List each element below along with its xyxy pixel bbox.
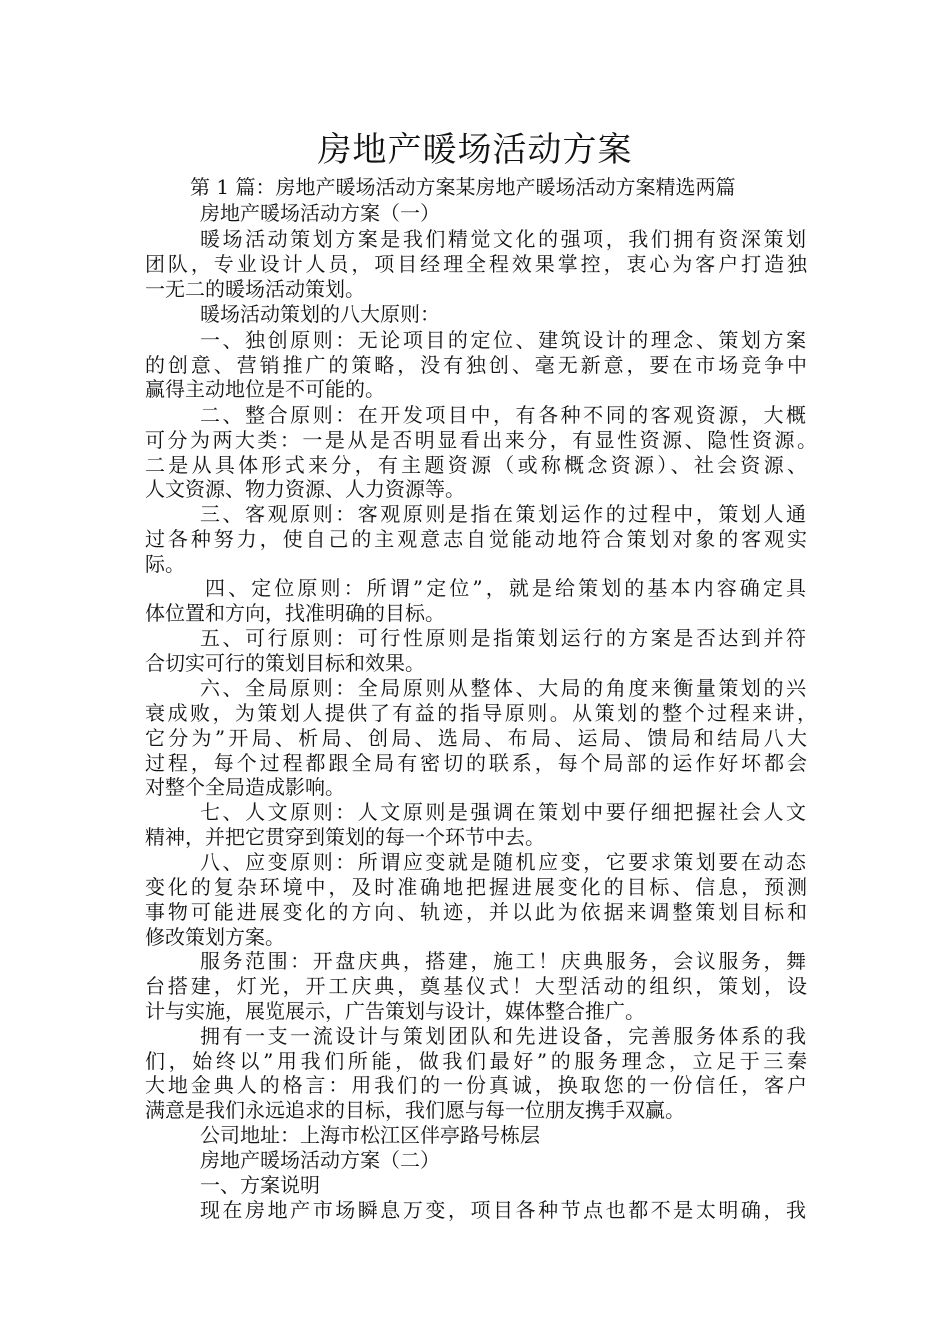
paragraph-line: 六、全局原则：全局原则从整体、大局的角度来衡量策划的兴 bbox=[200, 676, 806, 700]
paragraph-line: 合切实可行的策划目标和效果。 bbox=[145, 651, 425, 675]
paragraph-line: 满意是我们永远追求的目标，我们愿与每一位朋友携手双赢。 bbox=[145, 1098, 685, 1122]
paragraph-line: 团队，专业设计人员，项目经理全程效果掌控，衷心为客户打造独 bbox=[145, 252, 807, 276]
paragraph-line: 过程，每个过程都跟全局有密切的联系，每个局部的运作好坏都会 bbox=[145, 751, 807, 775]
paragraph-line: 四、定位原则：所谓”定位”，就是给策划的基本内容确定具 bbox=[205, 576, 806, 600]
paragraph-line: 修改策划方案。 bbox=[145, 925, 285, 949]
paragraph-line: 精神，并把它贯穿到策划的每一个环节中去。 bbox=[145, 825, 545, 849]
paragraph-line: 它分为”开局、析局、创局、选局、布局、运局、馈局和结局八大 bbox=[145, 726, 807, 750]
paragraph-line: 拥有一支一流设计与策划团队和先进设备，完善服务体系的我 bbox=[200, 1024, 806, 1048]
paragraph-line: 的创意、营销推广的策略，没有独创、毫无新意，要在市场竞争中 bbox=[145, 353, 807, 377]
paragraph-line: 一无二的暖场活动策划。 bbox=[145, 277, 365, 301]
company-address: 公司地址：上海市松江区伴亭路号栋层 bbox=[200, 1123, 540, 1147]
paragraph-line: 变化的复杂环境中，及时准确地把握进展变化的目标、信息，预测 bbox=[145, 875, 807, 899]
paragraph-line: 体位置和方向，找准明确的目标。 bbox=[145, 601, 445, 625]
paragraph-line: 五、可行原则：可行性原则是指策划运行的方案是否达到并符 bbox=[200, 626, 806, 650]
paragraph-line: 们，始终以”用我们所能，做我们最好”的服务理念，立足于三秦 bbox=[145, 1049, 807, 1073]
paragraph-line: 二、整合原则：在开发项目中，有各种不同的客观资源，大概 bbox=[200, 403, 806, 427]
paragraph-line: 七、人文原则：人文原则是强调在策划中要仔细把握社会人文 bbox=[200, 800, 806, 824]
paragraph-line: 服务范围：开盘庆典，搭建，施工！庆典服务，会议服务，舞 bbox=[200, 949, 806, 973]
document-title: 房地产暖场活动方案 bbox=[317, 130, 633, 170]
paragraph-line: 计与实施，展览展示，广告策划与设计，媒体整合推广。 bbox=[145, 999, 645, 1023]
paragraph-line: 过各种努力，使自己的主观意志自觉能动地符合策划对象的客观实 bbox=[145, 527, 807, 551]
paragraph-line: 二是从具体形式来分，有主题资源（或称概念资源）、社会资源、 bbox=[145, 453, 807, 477]
paragraph-line: 一、独创原则：无论项目的定位、建筑设计的理念、策划方案 bbox=[200, 328, 806, 352]
subsection-heading: 一、方案说明 bbox=[200, 1173, 320, 1197]
paragraph-line: 可分为两大类：一是从是否明显看出来分，有显性资源、隐性资源。 bbox=[145, 428, 817, 452]
paragraph-line: 暖场活动策划的八大原则： bbox=[200, 302, 440, 326]
paragraph-line: 事物可能进展变化的方向、轨迹，并以此为依据来调整策划目标和 bbox=[145, 900, 807, 924]
paragraph-line: 对整个全局造成影响。 bbox=[145, 775, 345, 799]
paragraph-line: 八、应变原则：所谓应变就是随机应变，它要求策划要在动态 bbox=[200, 850, 806, 874]
subtitle-line: 第 1 篇：房地产暖场活动方案某房地产暖场活动方案精选两篇 bbox=[190, 175, 736, 199]
paragraph-line: 大地金典人的格言：用我们的一份真诚，换取您的一份信任，客户 bbox=[145, 1073, 807, 1097]
paragraph-line: 人文资源、物力资源、人力资源等。 bbox=[145, 477, 465, 501]
paragraph-line: 际。 bbox=[145, 552, 185, 576]
paragraph-line: 暖场活动策划方案是我们精觉文化的强项，我们拥有资深策划 bbox=[200, 227, 806, 251]
paragraph-line: 衰成败，为策划人提供了有益的指导原则。从策划的整个过程来讲， bbox=[145, 701, 817, 725]
section-heading: 房地产暖场活动方案（二） bbox=[200, 1148, 440, 1172]
section-heading: 房地产暖场活动方案（一） bbox=[200, 201, 440, 225]
paragraph-line: 三、客观原则：客观原则是指在策划运作的过程中，策划人通 bbox=[200, 502, 806, 526]
paragraph-line: 台搭建，灯光，开工庆典，奠基仪式！大型活动的组织，策划，设 bbox=[145, 974, 807, 998]
paragraph-line: 现在房地产市场瞬息万变，项目各种节点也都不是太明确，我 bbox=[200, 1198, 806, 1222]
paragraph-line: 赢得主动地位是不可能的。 bbox=[145, 377, 385, 401]
